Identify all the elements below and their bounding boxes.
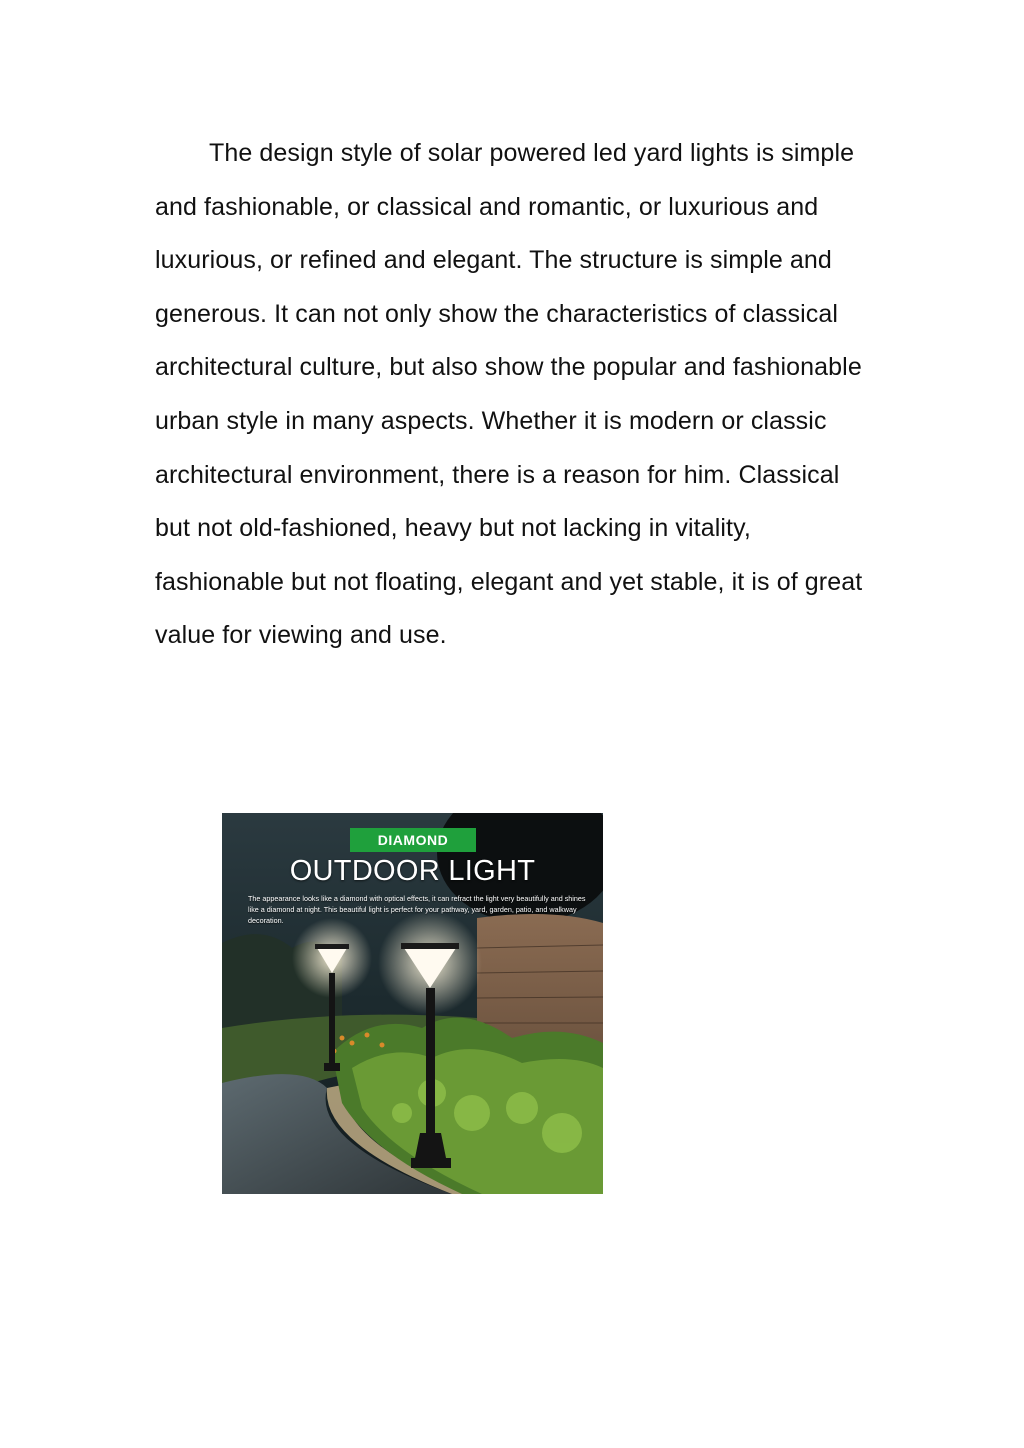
body-paragraph: The design style of solar powered led yard lights is simple and fashionable, or classical and romantic, or luxurious and luxurious, or refined and elegant. The structure is simple and generous. It can not only show the characteristics of classical architectural culture, but also show the popular and fashionable urban style in many aspects. Whether it is modern or classic architectural environment, there is a reason for him. Classical but not old-fashioned, heavy but not lacking in vitality, fashionable but not floating, elegant and yet stable, it is of great value for viewing and use.: [155, 139, 863, 650]
photo-description: The appearance looks like a diamond with optical effects, it can refract the light very beautifully and shines like a diamond at night. This beautiful light is perfect for your pathway, yard, garden, patio, and walkway decoration.: [248, 894, 586, 925]
diamond-badge: DIAMOND: [350, 828, 476, 852]
photo-title: OUTDOOR LIGHT: [289, 855, 536, 887]
product-photo: [222, 813, 603, 1194]
